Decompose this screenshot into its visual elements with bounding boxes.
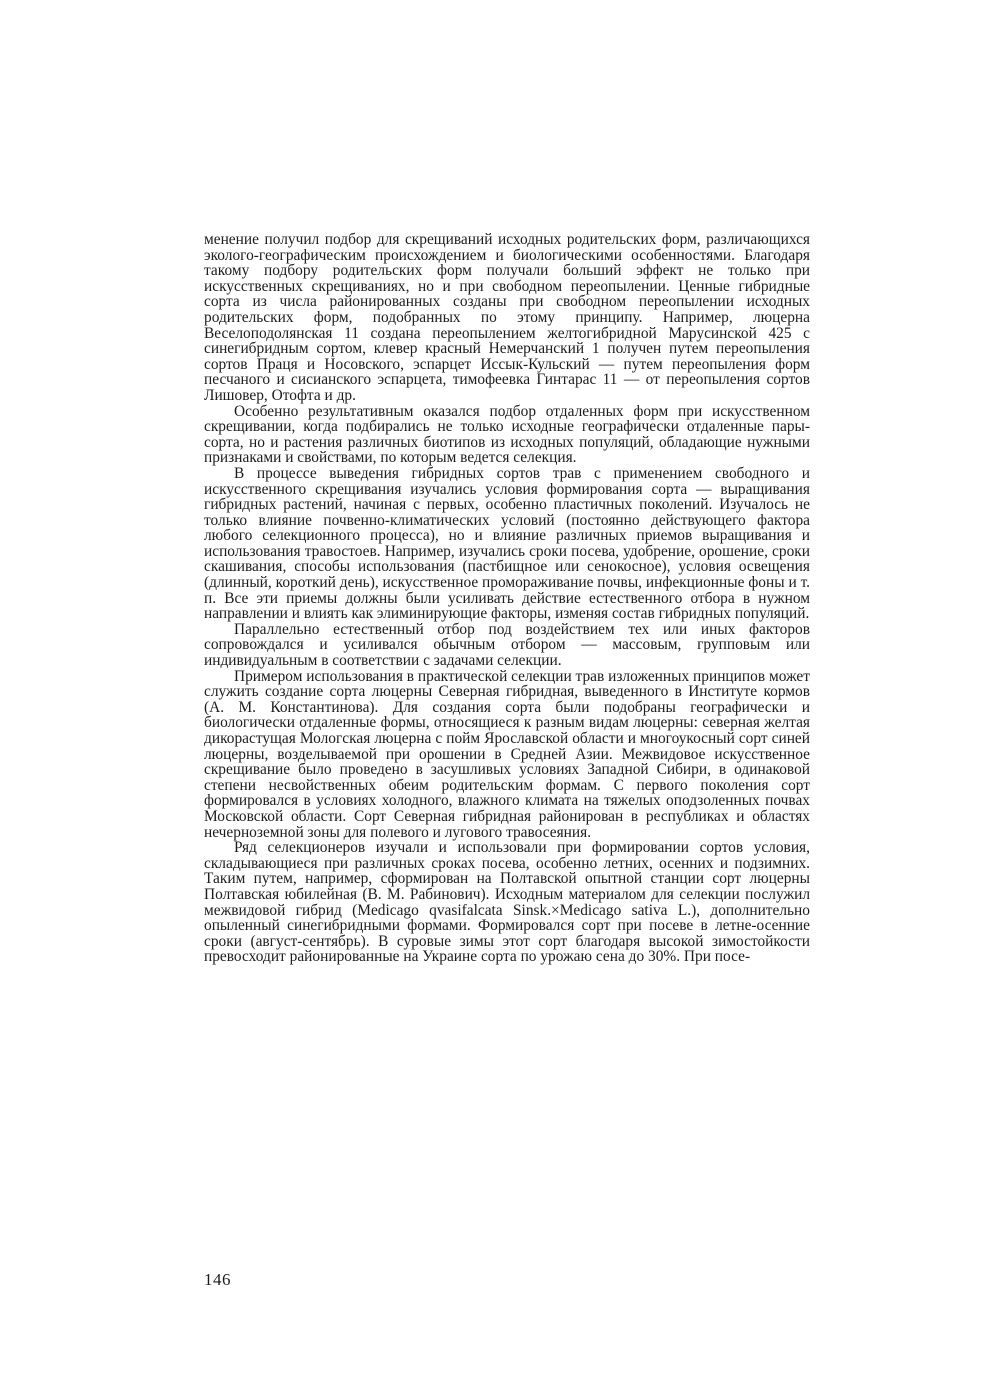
paragraph-4: Параллельно естественный отбор под воздействием тех или иных факторов сопровождался и усиливался обычным отбором — массовым, групповым или индивидуальным в соответствии с задачами селекции. (204, 620, 810, 670)
paragraph-5: Примером использования в практической селекции трав изложенных принципов может служить создание сорта люцерны Северная гибридная, выведенного в Институте кормов (А. М. Константинова). Для создания сорта были подобраны географически и биологически отдаленные формы, относящиеся к разным видам люцерны: северная желтая дикорастущая Мологская люцерна с пойм Ярославской области и многоукосный сорт синей люцерны, возделываемой при орошении в Средней Азии. Межвидовое искусственное скрещивание было проведено в засушливых условиях Западной Сибири, в одинаковой степени несвойственных обеим родительским формам. С первого поколения сорт формировался в условиях холодного, влажного климата на тяжелых оподзоленных почвах Московской области. Сорт Северная гибридная районирован в республиках и областях нечерноземной зоны для полевого и лугового травосеяния. (204, 667, 810, 841)
paragraph-6: Ряд селекционеров изучали и использовали при формировании сортов условия, складывающиеся при различных сроках посева, особенно летних, осенних и подзимних. Таким путем, например, сформирован на Полтавской опытной станции сорт люцерны Полтавская юбилейная (В. М. Рабинович). Исходным материалом для селекции послужил межвидовой гибрид (Medicago qvasifalcata Sinsk.×Medicago sativa L.), дополнительно опыленный синегибридными формами. Формировался сорт при посеве в летне-осенние сроки (август-сентябрь). В суровые зимы этот сорт благодаря высокой зимостойкости превосходит районированные на Украине сорта по урожаю сена до 30%. При посе- (204, 839, 810, 966)
paragraph-2: Особенно результативным оказался подбор отдаленных форм при искусственном скрещивании, когда подбирались не только исходные географически отдаленные пары-сорта, но и растения различных биотипов из исходных популяций, обладающие нужными признаками и свойствами, по которым ведется селекция. (204, 402, 810, 467)
body-text (204, 232, 810, 965)
paragraph-3: В процессе выведения гибридных сортов трав с применением свободного и искусственного скрещивания изучались условия формирования сорта — выращивания гибридных растений, начиная с первых, особенно пластичных поколений. Изучалось не только влияние почвенно-климатических условий (постоянно действующего фактора любого селекционного процесса), но и влияние различных приемов выращивания и использования травостоев. Например, изучались сроки посева, удобрение, орошение, сроки скашивания, способы использования (пастбищное или сенокосное), условия освещения (длинный, короткий день), искусственное промораживание почвы, инфекционные фоны и т. п. Все эти приемы должны были усиливать действие естественного отбора в нужном направлении и влиять как элиминирующие факторы, изменяя состав гибридных популяций. (204, 464, 810, 623)
paragraph-1: менение получил подбор для скрещиваний исходных родительских форм, различающихся эколого-географическим происхождением и биологическими особенностями. Благодаря такому подбору родительских форм получали больший эффект не только при искусственных скрещиваниях, но и при свободном переопылении. Ценные гибридные сорта из числа районированных созданы при свободном переопылении исходных родительских форм, подобранных по этому принципу. Например, люцерна Веселоподолянская 11 создана переопылением желтогибридной Марусинской 425 с синегибридным сортом, клевер красный Немерчанский 1 получен путем переопыления сортов Праця и Носовского, эспарцет Иссык-Кульский — путем переопыления форм песчаного и сисианского эспарцета, тимофеевка Гинтарас 11 — от переопыления сортов Лишовер, Отофта и др. (204, 231, 810, 404)
page-number: 146 (204, 1270, 231, 1289)
